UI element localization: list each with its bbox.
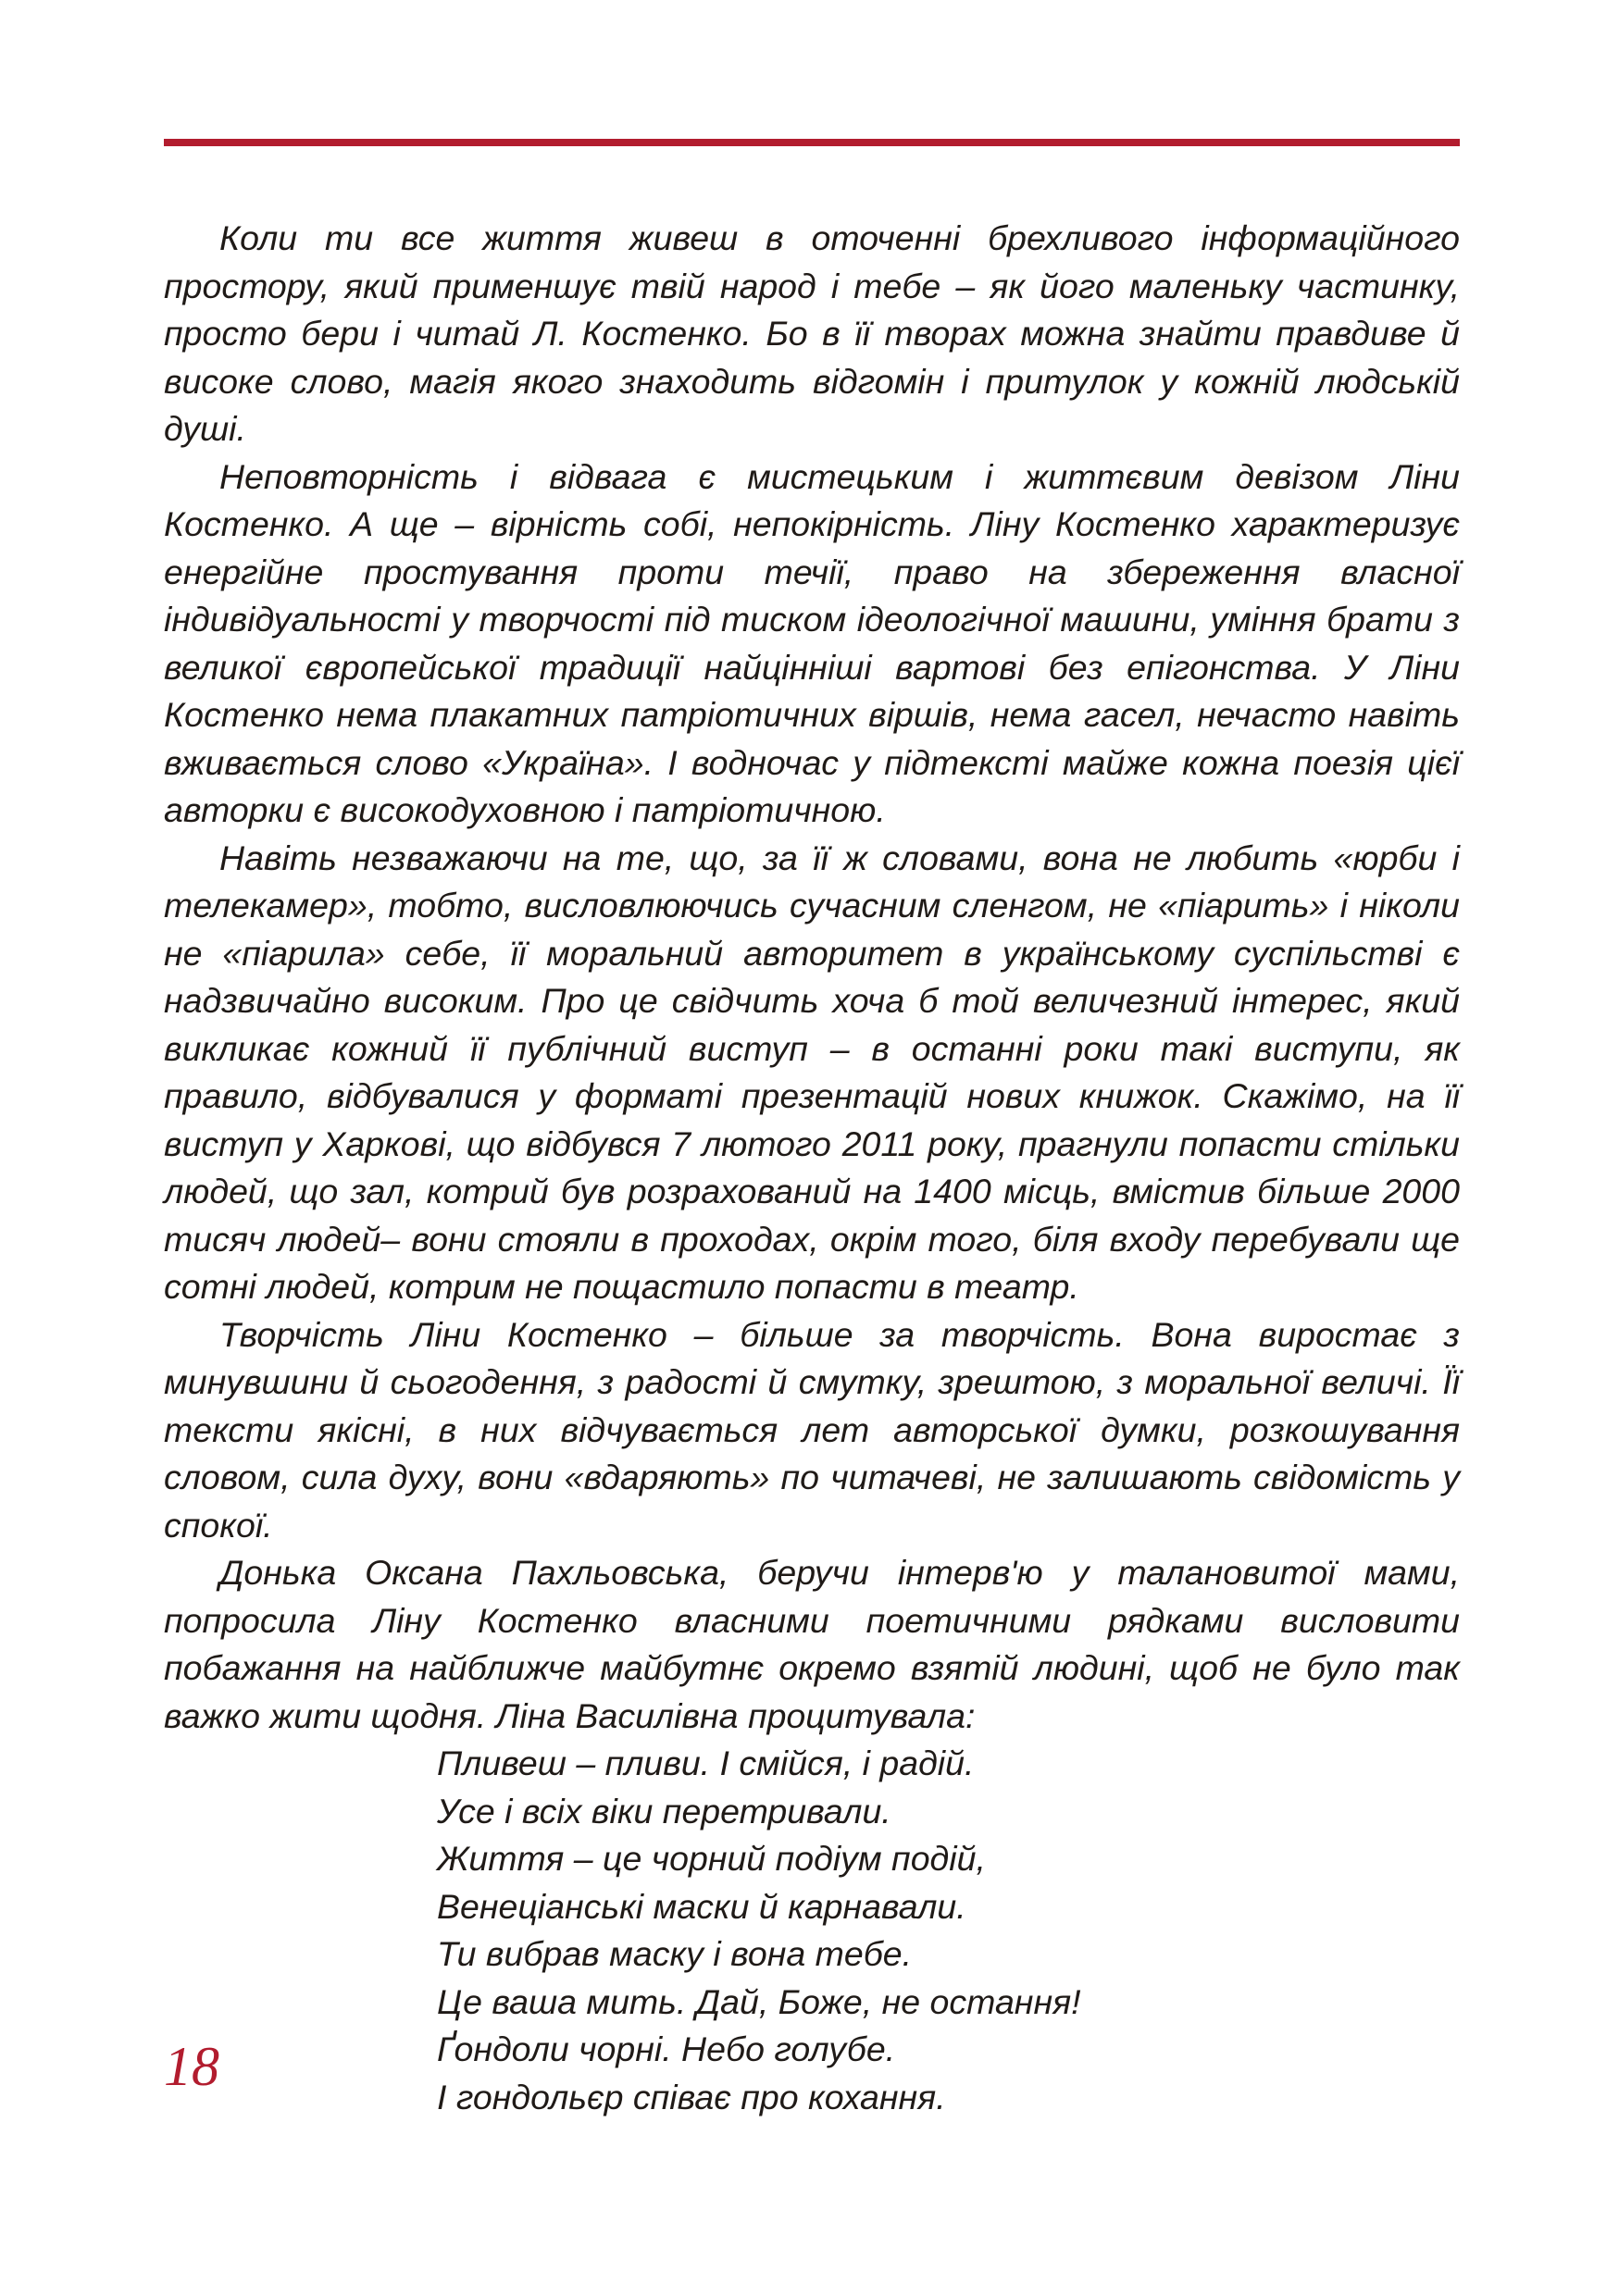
paragraph-1: Коли ти все життя живеш в оточенні брехливого інформаційного простору, який применшує твій народ і тебе – як його маленьку частинку, просто бери і читай Л. Костенко. Бо в її творах можна знайти правдиве й високе слово, магія якого знаходить відгомін і притулок у кожній людській душі. <box>164 218 1460 448</box>
paragraph-3: Навіть незважаючи на те, що, за її ж словами, вона не любить «юрби і телекамер», тобто, висловлюючись сучасним сленгом, не «піарить» і ніколи не «піарила» себе, її моральний авторитет в українському суспільстві є надзвичайно високим. Про це свідчить хоча б той величезний інтерес, який викликає кожний її публічний виступ – в останні роки такі виступи, як правило, відбувалися у форматі презентацій нових книжок. Скажімо, на її виступ у Харкові, що відбувся 7 лютого 2011 року, прагнули попасти стільки людей, що зал, котрий був розрахований на 1400 місць, вмістив більше 2000 тисяч людей– вони стояли в проходах, окрім того, біля входу перебували ще сотні людей, котрим не пощастило попасти в театр. <box>164 838 1460 1306</box>
poem-quote <box>437 1740 1460 2121</box>
main-text <box>164 215 1460 2121</box>
poem-line: Венеціанські маски й карнавали. <box>437 1886 966 1926</box>
paragraph-4: Творчість Ліни Костенко – більше за творчість. Вона виростає з минувшини й сьогодення, з радості й смутку, зрештою, з моральної величі. Її тексти якісні, в них відчувається лет авторської думки, розкошування словом, сила духу, вони «вдаряють» по читачеві, не залишають свідомість у спокої. <box>164 1314 1460 1545</box>
poem-line: Ти вибрав маску і вона тебе. <box>437 1934 913 1973</box>
poem-line: Усе і всіх віки перетривали. <box>437 1791 891 1831</box>
page-number: 18 <box>164 2036 219 2097</box>
paragraph-2: Неповторність і відвага є мистецьким і життєвим девізом Ліни Костенко. А ще – вірність собі, непокірність. Ліну Костенко характеризує енергійне простування проти течії, право на збереження власної індивідуальності у творчості під тиском ідеологічної машини, уміння брати з великої європейської традиції найцінніші вартові без епігонства. У Ліни Костенко нема плакатних патріотичних віршів, нема гасел, нечасто навіть вживається слово «Україна». І водночас у підтексті майже кожна поезія цієї авторки є високодуховною і патріотичною. <box>164 456 1460 829</box>
poem-line: Життя – це чорний подіум подій, <box>437 1839 986 1878</box>
poem-line: Ґондоли чорні. Небо голубе. <box>437 2029 896 2068</box>
top-rule <box>164 139 1460 146</box>
poem-line: І гондольєр співає про кохання. <box>437 2077 946 2116</box>
paragraph-5: Донька Оксана Пахльовська, беручи інтерв'ю у талановитої мами, попросила Ліну Костенко власними поетичними рядками висловити побажання на найближче майбутнє окремо взятій людині, щоб не було так важко жити щодня. Ліна Василівна процитувала: <box>164 1553 1460 1735</box>
poem-line: Пливеш – пливи. І смійся, і радій. <box>437 1744 975 1782</box>
poem-line: Це ваша мить. Дай, Боже, не остання! <box>437 1981 1081 2021</box>
